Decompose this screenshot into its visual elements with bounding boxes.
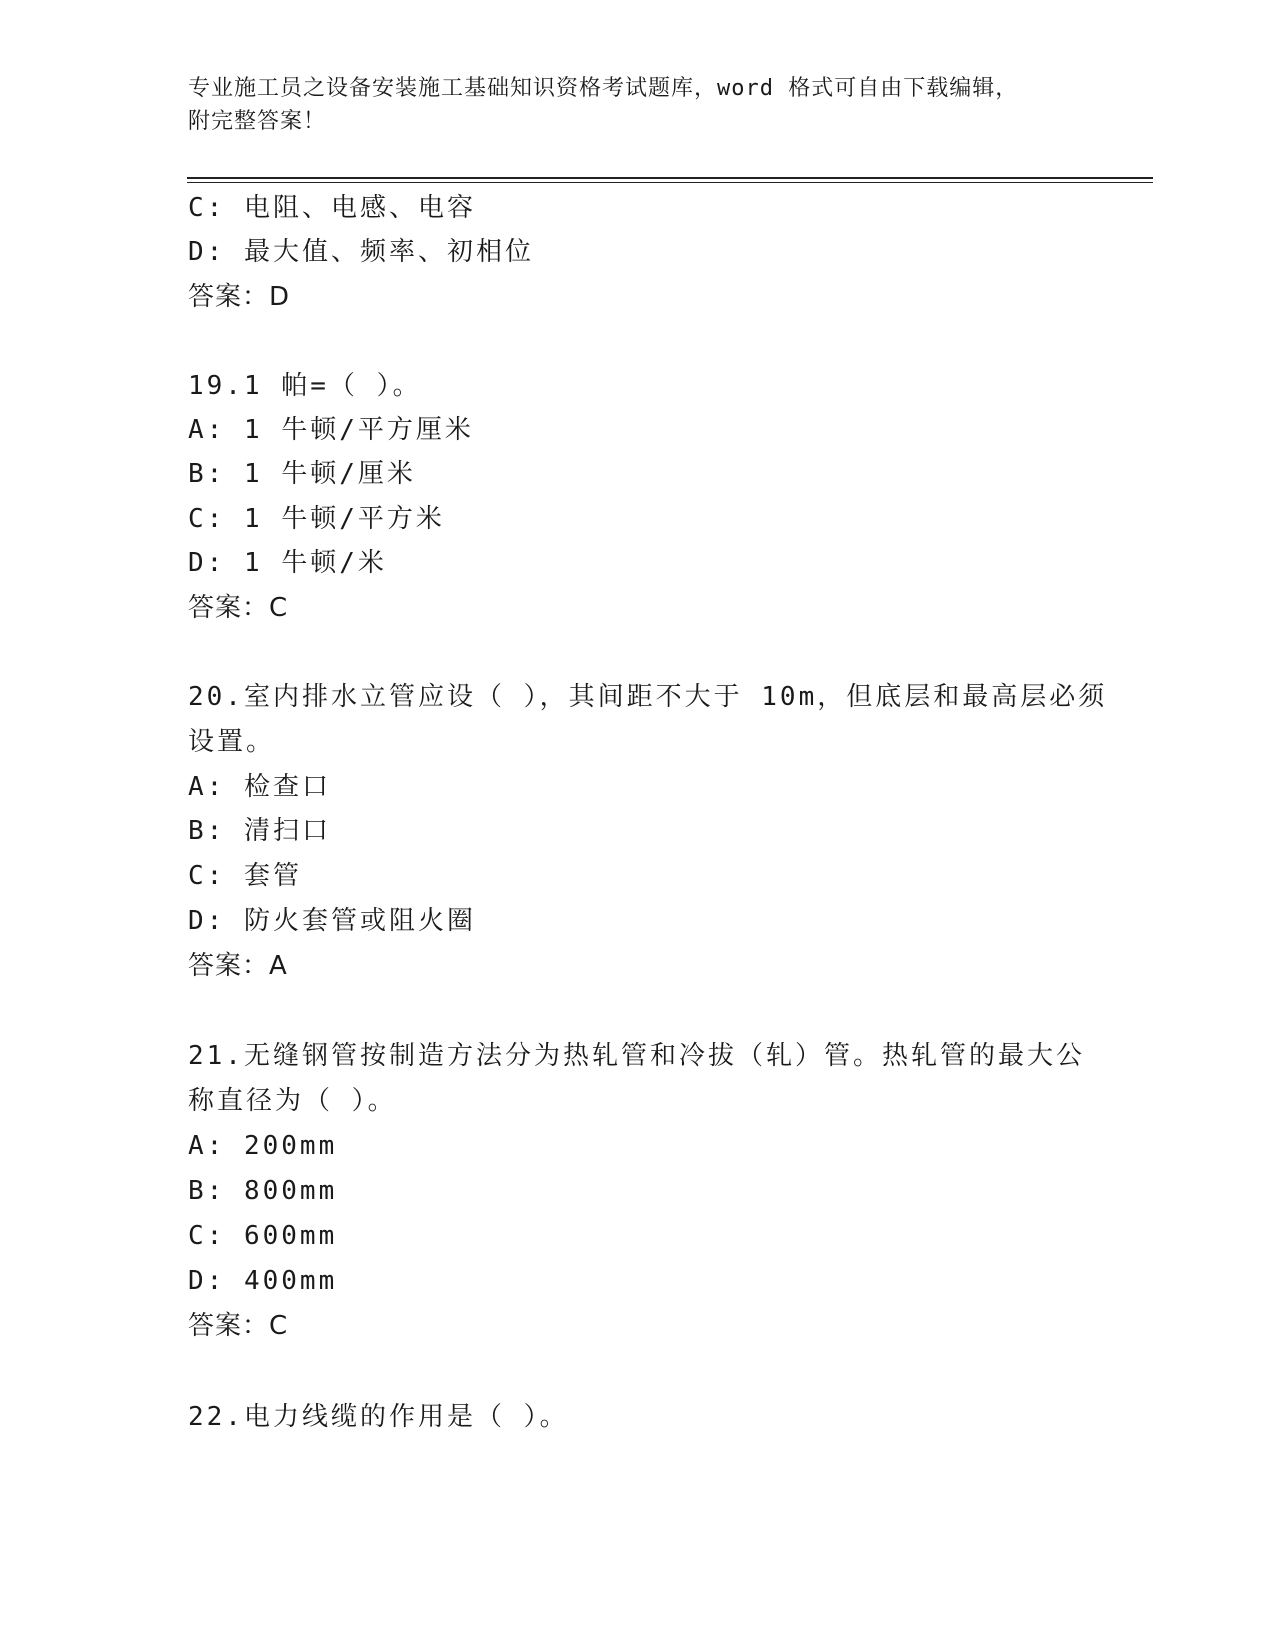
q20-option-b: B: 清扫口: [188, 816, 331, 846]
q20-answer: 答案：A: [188, 951, 288, 981]
q19-answer: 答案：C: [188, 593, 289, 623]
q19-option-a: A: 1 牛顿/平方厘米: [188, 415, 474, 445]
document-header: [188, 72, 1088, 138]
q20-stem-line-2: 设置。: [188, 727, 276, 757]
q20-option-d: D: 防火套管或阻火圈: [188, 906, 476, 936]
q19-stem: 19.1 帕=（ ）。: [188, 371, 422, 401]
q21-answer: 答案：C: [188, 1311, 289, 1341]
q21-stem-line-1: 21.无缝钢管按制造方法分为热轧管和冷拔（轧）管。热轧管的最大公: [188, 1041, 1085, 1071]
q21-option-c: C: 600mm: [188, 1221, 338, 1251]
q21-option-d: D: 400mm: [188, 1266, 338, 1296]
q20-option-a: A: 检查口: [188, 772, 331, 802]
q19-option-b: B: 1 牛顿/厘米: [188, 459, 416, 489]
q20-option-c: C: 套管: [188, 861, 302, 891]
q21-option-a: A: 200mm: [188, 1131, 338, 1161]
q18-option-c: C: 电阻、电感、电容: [188, 193, 476, 223]
header-title-line-1: 专业施工员之设备安装施工基础知识资格考试题库，word 格式可自由下载编辑，: [188, 76, 1019, 101]
q19-option-d: D: 1 牛顿/米: [188, 548, 387, 578]
header-divider-thick: [187, 177, 1153, 179]
q21-option-b: B: 800mm: [188, 1176, 338, 1206]
q18-option-d: D: 最大值、频率、初相位: [188, 237, 534, 267]
header-divider-thin: [187, 182, 1153, 183]
q22-stem: 22.电力线缆的作用是（ ）。: [188, 1402, 569, 1432]
q18-answer: 答案：D: [188, 282, 291, 312]
q19-option-c: C: 1 牛顿/平方米: [188, 504, 445, 534]
q21-stem-line-2: 称直径为（ ）。: [188, 1086, 397, 1116]
header-title-line-2: 附完整答案！: [188, 109, 327, 134]
q20-stem-line-1: 20.室内排水立管应设（ ），其间距不大于 10m，但底层和最高层必须: [188, 682, 1108, 712]
